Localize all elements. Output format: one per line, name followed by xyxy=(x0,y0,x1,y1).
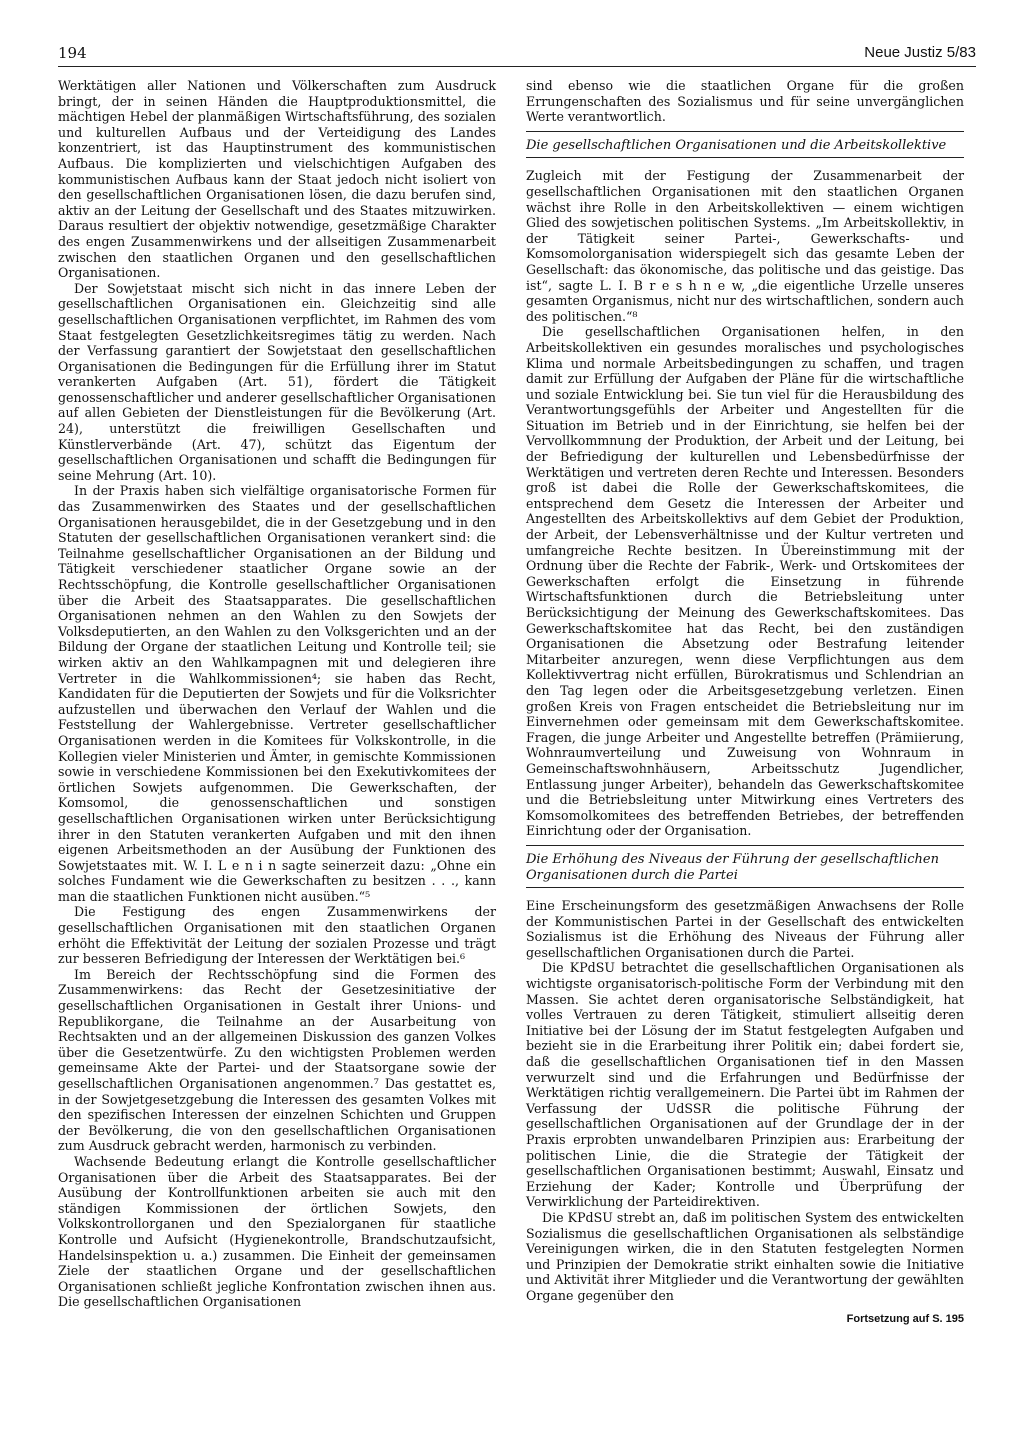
section-heading: Die gesellschaftlichen Organisationen und die Arbeitskollektive xyxy=(526,138,964,159)
page-header xyxy=(58,44,976,67)
page-number: 194 xyxy=(58,44,87,62)
paragraph: Wachsende Bedeutung erlangt die Kontrolle gesellschaftlicher Organisationen über die Arbeit des Staatsapparates. Bei der Ausübung der Kontrollfunktionen arbeiten sie auch mit den ständigen Kommissionen der örtlichen Sowjets, den Volkskontrollorganen und den Spezialorganen für staatliche Kontrolle und Aufsicht (Hygienekontrolle, Brandschutzaufsicht, Handelsinspektion u. a.) zusammen. Die Einheit der gemeinsamen Ziele der staatlichen Organe und der gesellschaftlichen Organisationen schließt jegliche Konfrontation zwischen ihnen aus. Die gesellschaftlichen Organisationen xyxy=(58,1153,496,1310)
paragraph: Der Sowjetstaat mischt sich nicht in das innere Leben der gesellschaftlichen Organisationen ein. Gleichzeitig sind alle gesellschaftlichen Organisationen verpflichtet, im Rahmen des vom Staat festgelegten Gesetzlichkeitsregimes tätig zu werden. Nach der Verfassung garantiert der Sowjetstaat den gesellschaftlichen Organisationen die Bedingungen für die Erfüllung ihrer im Statut verankerten Aufgaben (Art. 51), fördert die Tätigkeit genossenschaftlicher und anderer gesellschaftlicher Organisationen auf allen Gebieten der Dienstleistungen für die Bevölkerung (Art. 24), unterstützt die freiwilligen Gesellschaften und Künstlerverbände (Art. 47), schützt das Eigentum der gesellschaftlichen Organisationen und schafft die Bedingungen für seine Mehrung (Art. 10). xyxy=(58,280,496,483)
paragraph: Eine Erscheinungsform des gesetzmäßigen Anwachsens der Rolle der Kommunistischen Partei in der Gesellschaft des entwickelten Sozialismus ist die Erhöhung des Niveaus der Führung aller gesellschaftlichen Organisationen durch die Partei. xyxy=(526,898,964,960)
section-heading: Die Erhöhung des Niveaus der Führung der gesellschaftlichen Organisationen durch die Partei xyxy=(526,852,964,888)
paragraph: Die KPdSU strebt an, daß im politischen System des entwickelten Sozialismus die gesellschaftlichen Organisationen als selbständige Vereinigungen wirken, die in den Statuten festgelegten Normen und Prinzipien der Demokratie strikt einhalten sowie die Initiative und Aktivität ihrer Mitglieder und die Verantwortung der gewählten Organe gegenüber den xyxy=(526,1209,964,1303)
section-divider xyxy=(526,845,964,888)
right-column xyxy=(526,78,964,1327)
journal-title: Neue Justiz 5/83 xyxy=(864,44,976,61)
paragraph: sind ebenso wie die staatlichen Organe für die großen Errungenschaften des Sozialismus und für seine unvergänglichen Werte verantwortlich. xyxy=(526,78,964,125)
paragraph: Die gesellschaftlichen Organisationen helfen, in den Arbeitskollektiven ein gesundes moralisches und psychologisches Klima und normale Arbeitsbedingungen zu schaffen, und tragen damit zur Erfüllung der Aufgaben der Pläne für die wirtschaftliche und soziale Entwicklung bei. Sie tun viel für die Herausbildung des Verantwortungsgefühls der Arbeiter und Angestellten für die Situation im Betrieb und in der Einrichtung, sie helfen bei der Vervollkommnung der Produktion, der Arbeit und der Leitung, bei der Befriedigung der kulturellen und Lebensbedürfnisse der Werktätigen und vertreten deren Rechte und Interessen. Besonders groß ist dabei die Rolle der Gewerkschaftskomitees, die entsprechend dem Gesetz die Interessen der Arbeiter und Angestellten des Arbeitskollektivs auf dem Gebiet der Produktion, der Arbeit, der Lebensverhältnisse und der Kultur vertreten und umfangreiche Rechte besitzen. In Übereinstimmung mit der Ordnung über die Rechte der Fabrik-, Werk- und Ortskomitees der Gewerkschaften erfolgt die Einsetzung in führende Wirtschaftsfunktionen durch die Betriebsleitung unter Berücksichtigung der Meinung des Gewerkschaftskomitees. Das Gewerkschaftskomitee hat das Recht, bei den zuständigen Organisationen die Absetzung oder Bestrafung leitender Mitarbeiter anzuregen, wenn diese Verpflichtungen aus dem Kollektivvertrag nicht erfüllen, Bürokratismus und Schlendrian an den Tag legen oder die Arbeitsgesetzgebung verletzen. Einen großen Kreis von Fragen entscheidet die Betriebsleitung nur im Einvernehmen oder gemeinsam mit dem Gewerkschaftskomitee. Fragen, die junge Arbeiter und Angestellte betreffen (Prämiierung, Wohnraumverteilung und Zuweisung von Wohnraum in Gemeinschaftswohnhäusern, Arbeitsschutz Jugendlicher, Entlassung junger Arbeiter), behandeln das Gewerkschaftskomitee und die Betriebsleitung unter Mitwirkung eines Vertreters des Komsomolkomitees des betreffenden Betriebes, der betreffenden Einrichtung oder der Organisation. xyxy=(526,324,964,839)
paragraph: Im Bereich der Rechtsschöpfung sind die Formen des Zusammenwirkens: das Recht der Gesetzesinitiative der gesellschaftlichen Organisationen in Gestalt ihrer Unions- und Republikorgane, die Teilnahme an der Ausarbeitung von Rechtsakten und an der allgemeinen Diskussion des ganzen Volkes über die Gesetzentwürfe. Zu den wichtigsten Problemen werden gemeinsame Akte der Partei- und der Staatsorgane sowie der gesellschaftlichen Organisationen angenommen.⁷ Das gestattet es, in der Sowjetgesetzgebung die Interessen des gesamten Volkes mit den spezifischen Interessen der einzelnen Schichten und Gruppen der Bevölkerung, die von den gesellschaftlichen Organisationen zum Ausdruck gebracht werden, harmonisch zu verbinden. xyxy=(58,966,496,1154)
paragraph: Die Festigung des engen Zusammenwirkens der gesellschaftlichen Organisationen mit den staatlichen Organen erhöht die Effektivität der Leitung der sozialen Prozesse und trägt zur besseren Befriedigung der Interessen der Werktätigen bei.⁶ xyxy=(58,904,496,967)
section-divider xyxy=(526,131,964,159)
paragraph: In der Praxis haben sich vielfältige organisatorische Formen für das Zusammenwirken des Staates und der gesellschaftlichen Organisationen herausgebildet, die in der Gesetzgebung und in den Statuten der gesellschaftlichen Organisationen verankert sind: die Teilnahme gesellschaftlicher Organisationen an der Bildung und Tätigkeit verschiedener staatlicher Organe sowie an der Rechtsschöpfung, die Kontrolle gesellschaftlicher Organisationen über die Arbeit des Staatsapparates. Die gesellschaftlichen Organisationen nehmen an den Wahlen zu den Sowjets der Volksdeputierten, an den Wahlen zu den Volksgerichten und an der Bildung der Organe der staatlichen Leitung und Kontrolle teil; sie wirken aktiv an den Wahlkampagnen mit und delegieren ihre Vertreter in die Wahlkommissionen⁴; sie haben das Recht, Kandidaten für die Deputierten der Sowjets und für die Volksrichter aufzustellen und überwachen den Verlauf der Wahlen und die Feststellung der Wahlergebnisse. Vertreter gesellschaftlicher Organisationen werden in die Komitees für Volkskontrolle, in die Kollegien vieler Ministerien und Ämter, in gemischte Kommissionen sowie in verschiedene Kommissionen bei den Exekutivkomitees der örtlichen Sowjets aufgenommen. Die Gewerkschaften, der Komsomol, die genossenschaftlichen und sonstigen gesellschaftlichen Organisationen wirken unter Berücksichtigung ihrer in den Statuten verankerten Aufgaben und mit den ihnen eigenen Arbeitsmethoden an der Ausübung der Funktionen des Sowjetstaates mit. W. I. L e n i n sagte seinerzeit dazu: „Ohne ein solches Fundament wie die Gewerkschaften zu besitzen . . ., kann man die staatlichen Funktionen nicht ausüben.“⁵ xyxy=(58,483,496,904)
paragraph: Werktätigen aller Nationen und Völkerschaften zum Ausdruck bringt, der in seinen Händen die Hauptproduktionsmittel, die mächtigen Hebel der planmäßigen Wirtschaftsführung, des sozialen und kulturellen Aufbaus und der Verteidigung des Landes konzentriert, ist das Hauptinstrument des kommunistischen Aufbaus. Die komplizierten und vielschichtigen Aufgaben des kommunistischen Aufbaus kann der Staat jedoch nicht isoliert von den gesellschaftlichen Organisationen lösen, die dazu berufen sind, aktiv an der Leitung der Gesellschaft und des Staates mitzuwirken. Daraus resultiert der objektiv notwendige, gesetzmäßige Charakter des engen Zusammenwirkens und der allseitigen Zusammenarbeit zwischen den staatlichen Organen und den gesellschaftlichen Organisationen. xyxy=(58,78,496,281)
paragraph: Die KPdSU betrachtet die gesellschaftlichen Organisationen als wichtigste organisatorisch-politische Form der Verbindung mit den Massen. Sie achtet deren organisatorische Selbständigkeit, hat volles Vertrauen zu deren Tätigkeit, stimuliert allseitig deren Initiative bei der Lösung der im Statut festgelegten Aufgaben und bezieht sie in die Erarbeitung ihrer Politik ein; dabei fordert sie, daß die gesellschaftlichen Organisationen tief in den Massen verwurzelt sind und die Erfahrungen und Bedürfnisse der Werktätigen richtig verallgemeinern. Die Partei übt im Rahmen der Verfassung der UdSSR die politische Führung der gesellschaftlichen Organisationen auf der Grundlage der in der Praxis erprobten unwandelbaren Prinzipien aus: Erarbeitung der politischen Linie, die die Strategie der Tätigkeit der gesellschaftlichen Organisationen bestimmt; Auswahl, Einsatz und Erziehung der Kader; Kontrolle und Überprüfung der Verwirklichung der Parteidirektiven. xyxy=(526,960,964,1210)
left-column xyxy=(58,78,496,1310)
paragraph: Zugleich mit der Festigung der Zusammenarbeit der gesellschaftlichen Organisationen mit den staatlichen Organen wächst ihre Rolle in den Arbeitskollektiven — einem wichtigen Glied des sowjetischen politischen Systems. „Im Arbeitskollektiv, in der Tätigkeit seiner Partei-, Gewerkschafts- und Komsomolorganisation widerspiegelt sich das gesamte Leben der Gesellschaft: das ökonomische, das politische und das geistige. Das ist“, sagte L. I. B r e s h n e w, „die eigentliche Urzelle unseres gesamten Organismus, nicht nur des wirtschaftlichen, sondern auch des politischen.“⁸ xyxy=(526,168,964,324)
continuation-note: Fortsetzung auf S. 195 xyxy=(846,1312,964,1325)
